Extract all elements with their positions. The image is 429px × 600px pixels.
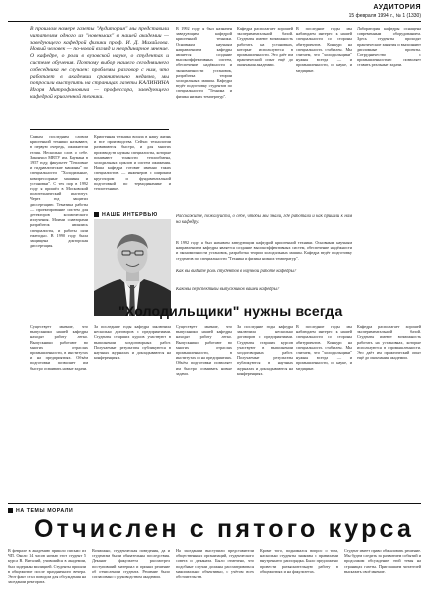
morals-col2: Возможно, студенческая поведения, да и студентам были обязательны последствия. Деканат факультета рассмотрел поступивший материал и принял решение об отчислении студента. Решение было согласовано с руководством академии. [92,548,170,580]
interview-question-2: Как вы видите роль студентов в научной работе кафедры? [176,269,297,274]
interview-bottom-col4: За последние годы кафедра заключила несколько договоров с предприятиями. Студенты старших курсов участвуют в выполнении хоздоговорных работ. Получаемые результаты публикуются в научных журналах и докладываются на конференциях. [237,324,293,376]
interview-question-3: Каковы перспективы выпускников вашей кафедры? [176,287,280,292]
interview-bottom-col3: Существует мнение, что выпускники нашей кафедры находят работу легко. Выпускники работают во многих отраслях промышленности, в институтах и на предприятиях. Объём подготовки позволяет им быстро осваивать новые задачи. [176,324,232,376]
intro-rule [30,129,169,130]
square-bullet-icon [8,508,13,513]
masthead-rule [8,21,421,22]
section-divider [8,503,421,504]
interview-col3: В 1992 году я был назначен заведующим кафедрой криогенной техники. Основным научным направлением кафедры является создание высокоэффективных систем, обеспечение надёжности и экономичности установок, разработка теории холодильных машин. Кафедра ведёт подготовку студентов по специальности "Техника и физика низких температур". [176,26,232,99]
section-label-interview: НАШЕ ИНТЕРВЬЮ [94,212,158,218]
interviewee-photo [94,219,171,316]
interview-right-col1: Кафедра располагает хорошей экспериментальной базой. Студенты имеют возможность работать на установках, которые используются в промышленности. Это даёт им практический опыт ещё до окончания академии. [237,26,293,68]
interview-bottom-col5: В последние годы мы наблюдаем интерес к нашей специальности со стороны абитуриентов. Конкурс на специальность стабилен. Мы считаем, что "холодильщики" нужны всегда — и промышленности, и науке, и медицине. [296,324,352,371]
morals-headline: Отчислен с пятого курса [34,515,415,543]
square-bullet-icon [94,212,99,217]
interview-bottom-col2: За последние годы кафедра заключила несколько договоров с предприятиями. Студенты старших курсов участвуют в выполнении хоздоговорных работ. Получаемые результаты публикуются в научных журналах и докладываются на конференциях. [94,324,171,361]
interview-col1: Самым последним словом криогенной техники называют, в первую очередь, ожижители гелия. Несколько слов о себе. Закончил МВТУ им. Баумана в 1957 году, факультет "Тепловые и гидравлические машины" по специальности "Холодильные, компрессорные машины и установки". С тех пор в 1992 году я пришёл в Московский политехнический институт. Через год защитил диссертацию. Тематика работы — проектирование систем для детекторов космического излучения. Моими соавторами разработок являлись специалисты, и работы шли ежегодно. В 1990 году была защищена докторская диссертация. [30,134,88,249]
section-label-morals: НА ТЕМЫ МОРАЛИ [8,508,73,514]
morals-col5: Студент имеет право обжаловать решение. Мы будем следить за развитием событий и продолжим обсуждение этой темы на страницах газеты. Приглашаем читателей высказать своё мнение. [344,548,421,574]
morals-col4: Кроме того, поднимался вопрос о том, насколько студенты знакомы с правилами внутреннего распорядка. Было предложено провести разъяснительную работу в общежитиях и на факультетах. [260,548,338,574]
interview-question-1: Расскажите, пожалуйста, о себе, чтобы мы знали, где работали и как пришли к нам на кафедру. [176,214,352,225]
interview-right-col2: В последние годы мы наблюдаем интерес к нашей специальности со стороны абитуриентов. Конкурс на специальность стабилен. Мы считаем, что "холодильщики" нужны всегда — и промышленности, и науке, и медицине. [296,26,352,73]
masthead-title: АУДИТОРИЯ [373,4,421,11]
interview-headline: "Холодильщики" нужны всегда [118,303,343,319]
issue-date: 15 февраля 1994 г., № 1 (1330) [348,13,421,19]
intro-text: В прошлом номере газеты "Аудитория" мы представили читателям одного из "новеньких" в нашей академии — заведующего кафедрой физики проф. И. Д. Михайлова. Новый человек — по-новой взгляд и неординарное мнение. О кафедре, о роли в вузовской науке, о студентах и системе обучения. Поэтому выбор нашего сегодняшнего собеседника не случаен: проблемы разговор с ним, что работает в академии сравнительно недавно, мы попросили выступить на страницах газеты КАЛИНИНА Игоря Митрофановича — профессора, заведующего кафедрой криогенной техники. [30,26,169,100]
interview-col2: Криогенная техника вошла в нашу жизнь и все производства. Сейчас технологии развиваются быстро, и для многих производств нужны специалисты, которые понимают тонкости теплообмена, холодильных циклов и систем ожижения. Наша кафедра готовит именно таких специалистов — инженеров с широким кругозором и фундаментальной подготовкой по термодинамике и теплотехнике. [94,134,171,192]
interview-answer-block: В 1992 году я был назначен заведующим кафедрой криогенной техники. Основным научным направлением кафедры является создание высокоэффективных систем, обеспечение надёжности и экономичности установок, разработка теории холодильных машин. Кафедра ведёт подготовку студентов по специальности "Техника и физика низких температур". [176,240,352,261]
interview-far-right: Лаборатория кафедры оснащена современным оборудованием. Здесь студенты проходят практические занятия и выполняют дипломные проекты. Сотрудничество с промышленностью позволяет ставить реальные задачи. [357,26,421,68]
morals-col3: На заседании выступили представители общественных организаций, студенческого совета и деканата. Было отмечено, что подобные случаи должны рассматриваться максимально объективно, с учётом всех обстоятельств. [176,548,254,580]
interview-bottom-col1: Существует мнение, что выпускники нашей кафедры находят работу легко. Выпускники работают во многих отраслях промышленности, в институтах и на предприятиях. Объём подготовки позволяет им быстро осваивать новые задачи. [30,324,88,371]
morals-col1: В феврале в академию пришло письмо из ЧП. Около 14 часов ночью этот студент 5 курса В. Виталий, учившийся в академии, был задержан милицией. Студенты пришли в общежитие после праздничного вечера. Этот факт стал поводом для обсуждения на заседании ректората. [8,548,86,585]
interview-bottom-col6: Кафедра располагает хорошей экспериментальной базой. Студенты имеют возможность работать на установках, которые используются в промышленности. Это даёт им практический опыт ещё до окончания академии. [357,324,421,361]
